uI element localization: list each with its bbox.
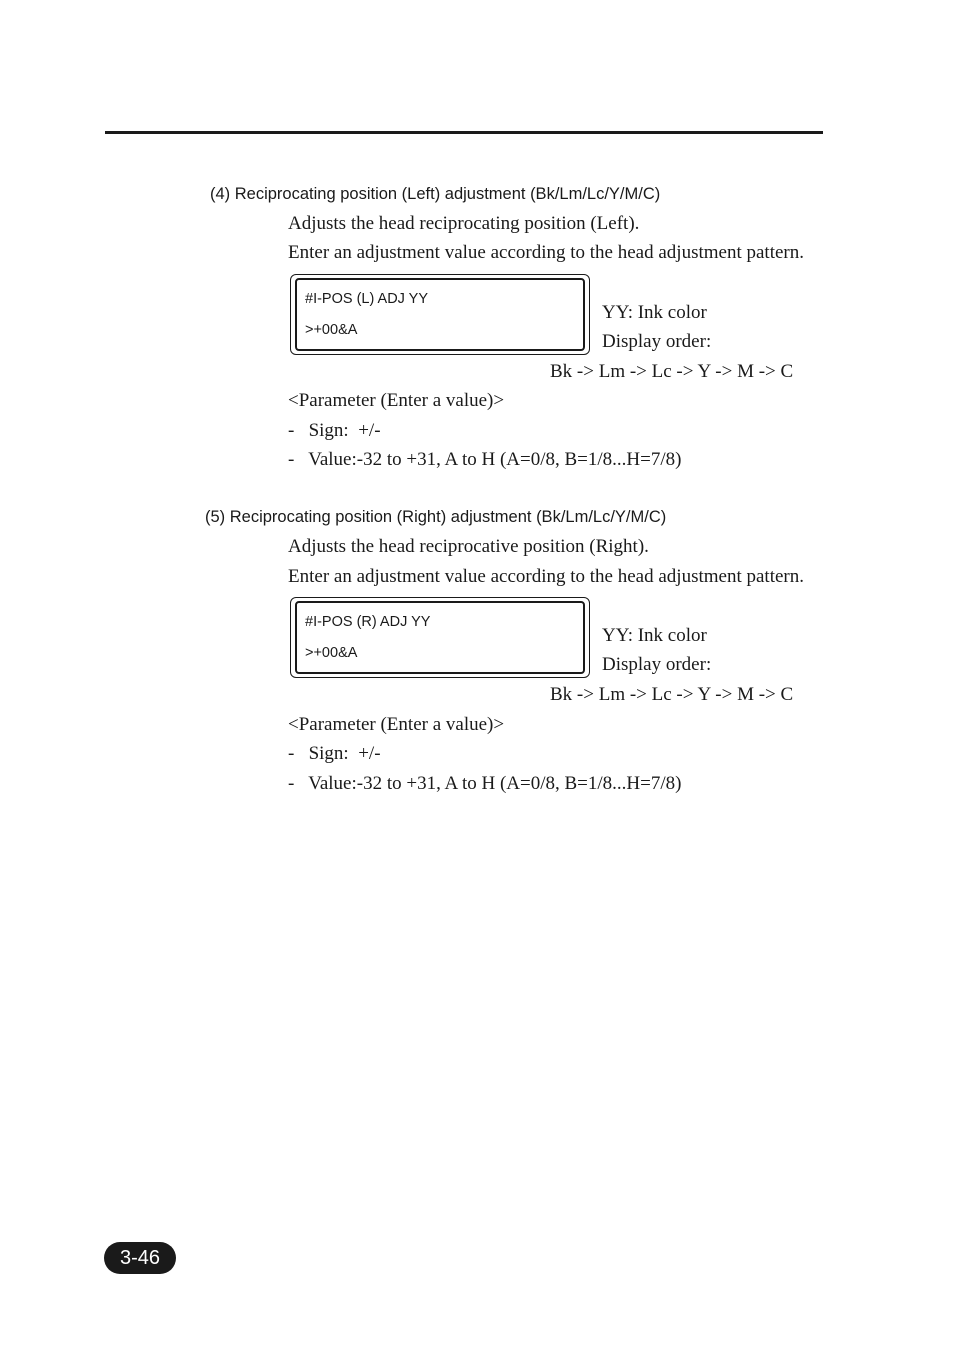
parameter-title-left: <Parameter (Enter a value)> [288, 390, 505, 411]
ink-color-note-right: YY: Ink color [602, 625, 707, 646]
section-heading-right: (5) Reciprocating position (Right) adjustment (Bk/Lm/Lc/Y/M/C) [205, 508, 667, 526]
parameter-value-right: - Value:-32 to +31, A to H (A=0/8, B=1/8...H=7/8) [288, 773, 682, 794]
section-description-left: Adjusts the head reciprocating position (Left). [288, 213, 640, 234]
lcd-screen-right [295, 601, 585, 674]
display-order-label-left: Display order: [602, 331, 712, 352]
display-order-value-left: Bk -> Lm -> Lc -> Y -> M -> C [550, 361, 794, 382]
display-order-label-right: Display order: [602, 654, 712, 675]
page-number-badge: 3-46 [104, 1242, 176, 1274]
ink-color-note-left: YY: Ink color [602, 302, 707, 323]
section-description-right: Adjusts the head reciprocative position (Right). [288, 536, 649, 557]
parameter-value-left: - Value:-32 to +31, A to H (A=0/8, B=1/8...H=7/8) [288, 449, 682, 470]
section-instruction-left: Enter an adjustment value according to the head adjustment pattern. [288, 242, 804, 263]
lcd-line-2-right: >+00&A [305, 645, 358, 661]
display-order-value-right: Bk -> Lm -> Lc -> Y -> M -> C [550, 684, 794, 705]
lcd-screen-left [295, 278, 585, 351]
parameter-title-right: <Parameter (Enter a value)> [288, 714, 505, 735]
section-instruction-right: Enter an adjustment value according to the head adjustment pattern. [288, 566, 804, 587]
lcd-display-left [290, 274, 590, 355]
parameter-sign-left: - Sign: +/- [288, 420, 381, 441]
lcd-line-1-left: #I-POS (L) ADJ YY [305, 291, 429, 307]
header-rule [105, 131, 823, 134]
parameter-sign-right: - Sign: +/- [288, 743, 381, 764]
lcd-line-2-left: >+00&A [305, 322, 358, 338]
lcd-display-right [290, 597, 590, 678]
lcd-line-1-right: #I-POS (R) ADJ YY [305, 614, 431, 630]
section-heading-left: (4) Reciprocating position (Left) adjustment (Bk/Lm/Lc/Y/M/C) [210, 185, 661, 203]
